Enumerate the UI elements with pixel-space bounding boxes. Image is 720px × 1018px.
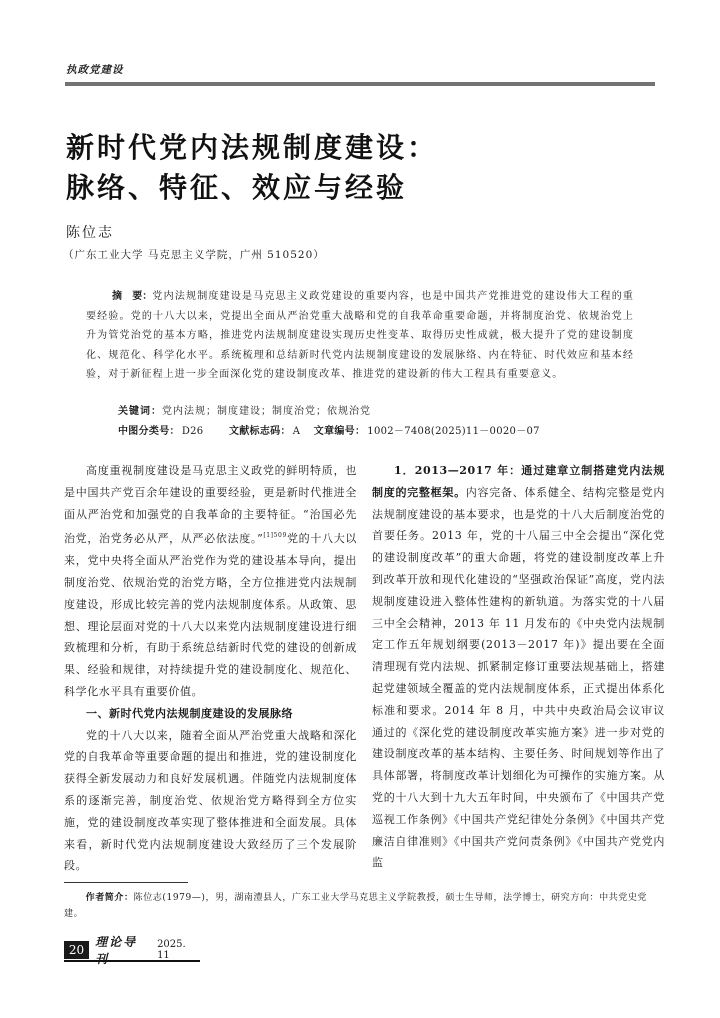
author-affiliation: （广东工业大学 马克思主义学院，广州 510520） (63, 249, 325, 261)
footnote-rule (64, 882, 188, 883)
page-number: 20 (64, 941, 89, 959)
footnote-text: 陈位志(1979—)，男，湖南澧县人，广东工业大学马克思主义学院教授，硕士生导师，法学博士，研究方向：中共党史党建。 (64, 893, 648, 919)
keywords-text: 党内法规；制度建设；制度治党；依规治党 (162, 406, 371, 417)
article-title (66, 128, 438, 208)
body-column-left (64, 460, 357, 877)
journal-issue: 2025. 11 (157, 939, 186, 961)
title-line-2: 脉络、特征、效应与经验 (66, 171, 408, 204)
paragraph-text: 内容完备、体系健全、结构完整是党内法规制度建设的基本要求，也是党的十八大后制度治党的首要任务。2013 年，党的十八届三中全会提出“深化党的建设制度改革”的重大命题，将党的建设制度改革上升到改革开放和现代化建设的“坚强政治保证”高度，党内法规制度建设进入整体性建构的新轨道。为落实党的十八届三中全会精神，2013 年 11 月发布的《中央党内法规制定工作五年规划纲要(2013－2017 年)》提出要在全面清理现有党内法规、抓紧制定修订重要法规基础上，搭建起党建领域全覆盖的党内法规制度体系，正式提出体系化标准和要求。2014 年 8 月，中共中央政治局会议审议通过的《深化党的建设制度改革实施方案》进一步对党的建设制度改革的基本结构、主要任务、时间规划等作出了具体部署，将制度改革计划细化为可操作的实施方案。从党的十八大到十九大五年时间，中央颁布了《中国共产党巡视工作条例》《中国共产党纪律处分条例》《中国共产党廉洁自律准则》《中国共产党问责条例》《中国共产党党内监 (372, 485, 665, 870)
doc-code-label: 文献标志码： (228, 426, 291, 437)
paragraph-text: 党的十八大以来，党中央将全面从严治党作为党的建设基本导向，提出制度治党、依规治党的治党方略，全方位推进党内法规制度建设，形成比较完善的党内法规制度体系。从政策、思想、理论层面对党的十八大以来党内法规制度建设进行细致梳理和分析，有助于系统总结新时代党的建设的创新成果、经验和规律，对持续提升党的建设制度化、规范化、科学化水平具有重要价值。 (64, 532, 357, 698)
paragraph (372, 460, 665, 874)
footnote-label: 作者简介： (85, 893, 134, 903)
article-no-value: 1002－7408(2025)11－0020－07 (367, 426, 540, 437)
section-heading: 一、新时代党内法规制度建设的发展脉络 (86, 706, 293, 720)
paragraph: 党的十八大以来，随着全面从严治党重大战略和深化党的自我革命等重要命题的提出和推进，党的建设制度化获得全新发展动力和良好发展机遇。伴随党内法规制度体系的逐渐完善，制度治党、依规治党方略得到全方位实施，党的建设制度改革实现了整体推进和全面发展。具体来看，新时代党内法规制度建设大致经历了三个发展阶段。 (64, 728, 357, 873)
journal-name: 理论导刊 (95, 935, 138, 966)
citation-ref: [1]509 (263, 532, 287, 540)
folio (64, 935, 200, 966)
subsection-heading: 1．2013—2017 年：通过建章立制搭建党内法规制度的完整框架。 (372, 464, 665, 499)
paragraph (64, 460, 357, 703)
abstract-text: 党内法规制度建设是马克思主义政党建设的重要内容，也是中国共产党推进党的建设伟大工程的重要经验。党的十八大以来，党提出全面从严治党重大战略和党的自我革命重要命题，并将制度治党、依规治党上升为管党治党的基本方略，推进党内法规制度建设实现历史性变革、取得历史性成就，极大提升了党的建设制度化、规范化、科学化水平。系统梳理和总结新时代党内法规制度建设的发展脉络、内在特征、时代效应和基本经验，对于新征程上进一步全面深化党的建设制度改革、推进党的建设新的伟大工程具有重要意义。 (86, 291, 635, 380)
author-footnote (64, 890, 656, 922)
article-no-label: 文章编号： (313, 426, 366, 437)
keywords (118, 402, 371, 417)
section-tag: 执政党建设 (66, 64, 124, 76)
clc-value: D26 (181, 426, 204, 437)
clc-label: 中图分类号： (118, 426, 180, 437)
doc-code-value: A (292, 426, 301, 437)
classification-line (118, 422, 542, 437)
body-column-right (372, 460, 665, 874)
keywords-label: 关键词： (118, 406, 162, 417)
author-name: 陈位志 (66, 225, 114, 241)
header-rule (65, 82, 655, 86)
abstract (86, 287, 634, 385)
title-line-1: 新时代党内法规制度建设： (66, 131, 439, 164)
abstract-label: 摘 要： (112, 291, 153, 302)
paragraph-text: 高度重视制度建设是马克思主义政党的鲜明特质，也是中国共产党百余年建设的重要经验，更是新时代推进全面从严治党和加强党的自我革命的主要特征。“治国必先治党，治党务必从严，从严必依法度。” (64, 464, 357, 546)
